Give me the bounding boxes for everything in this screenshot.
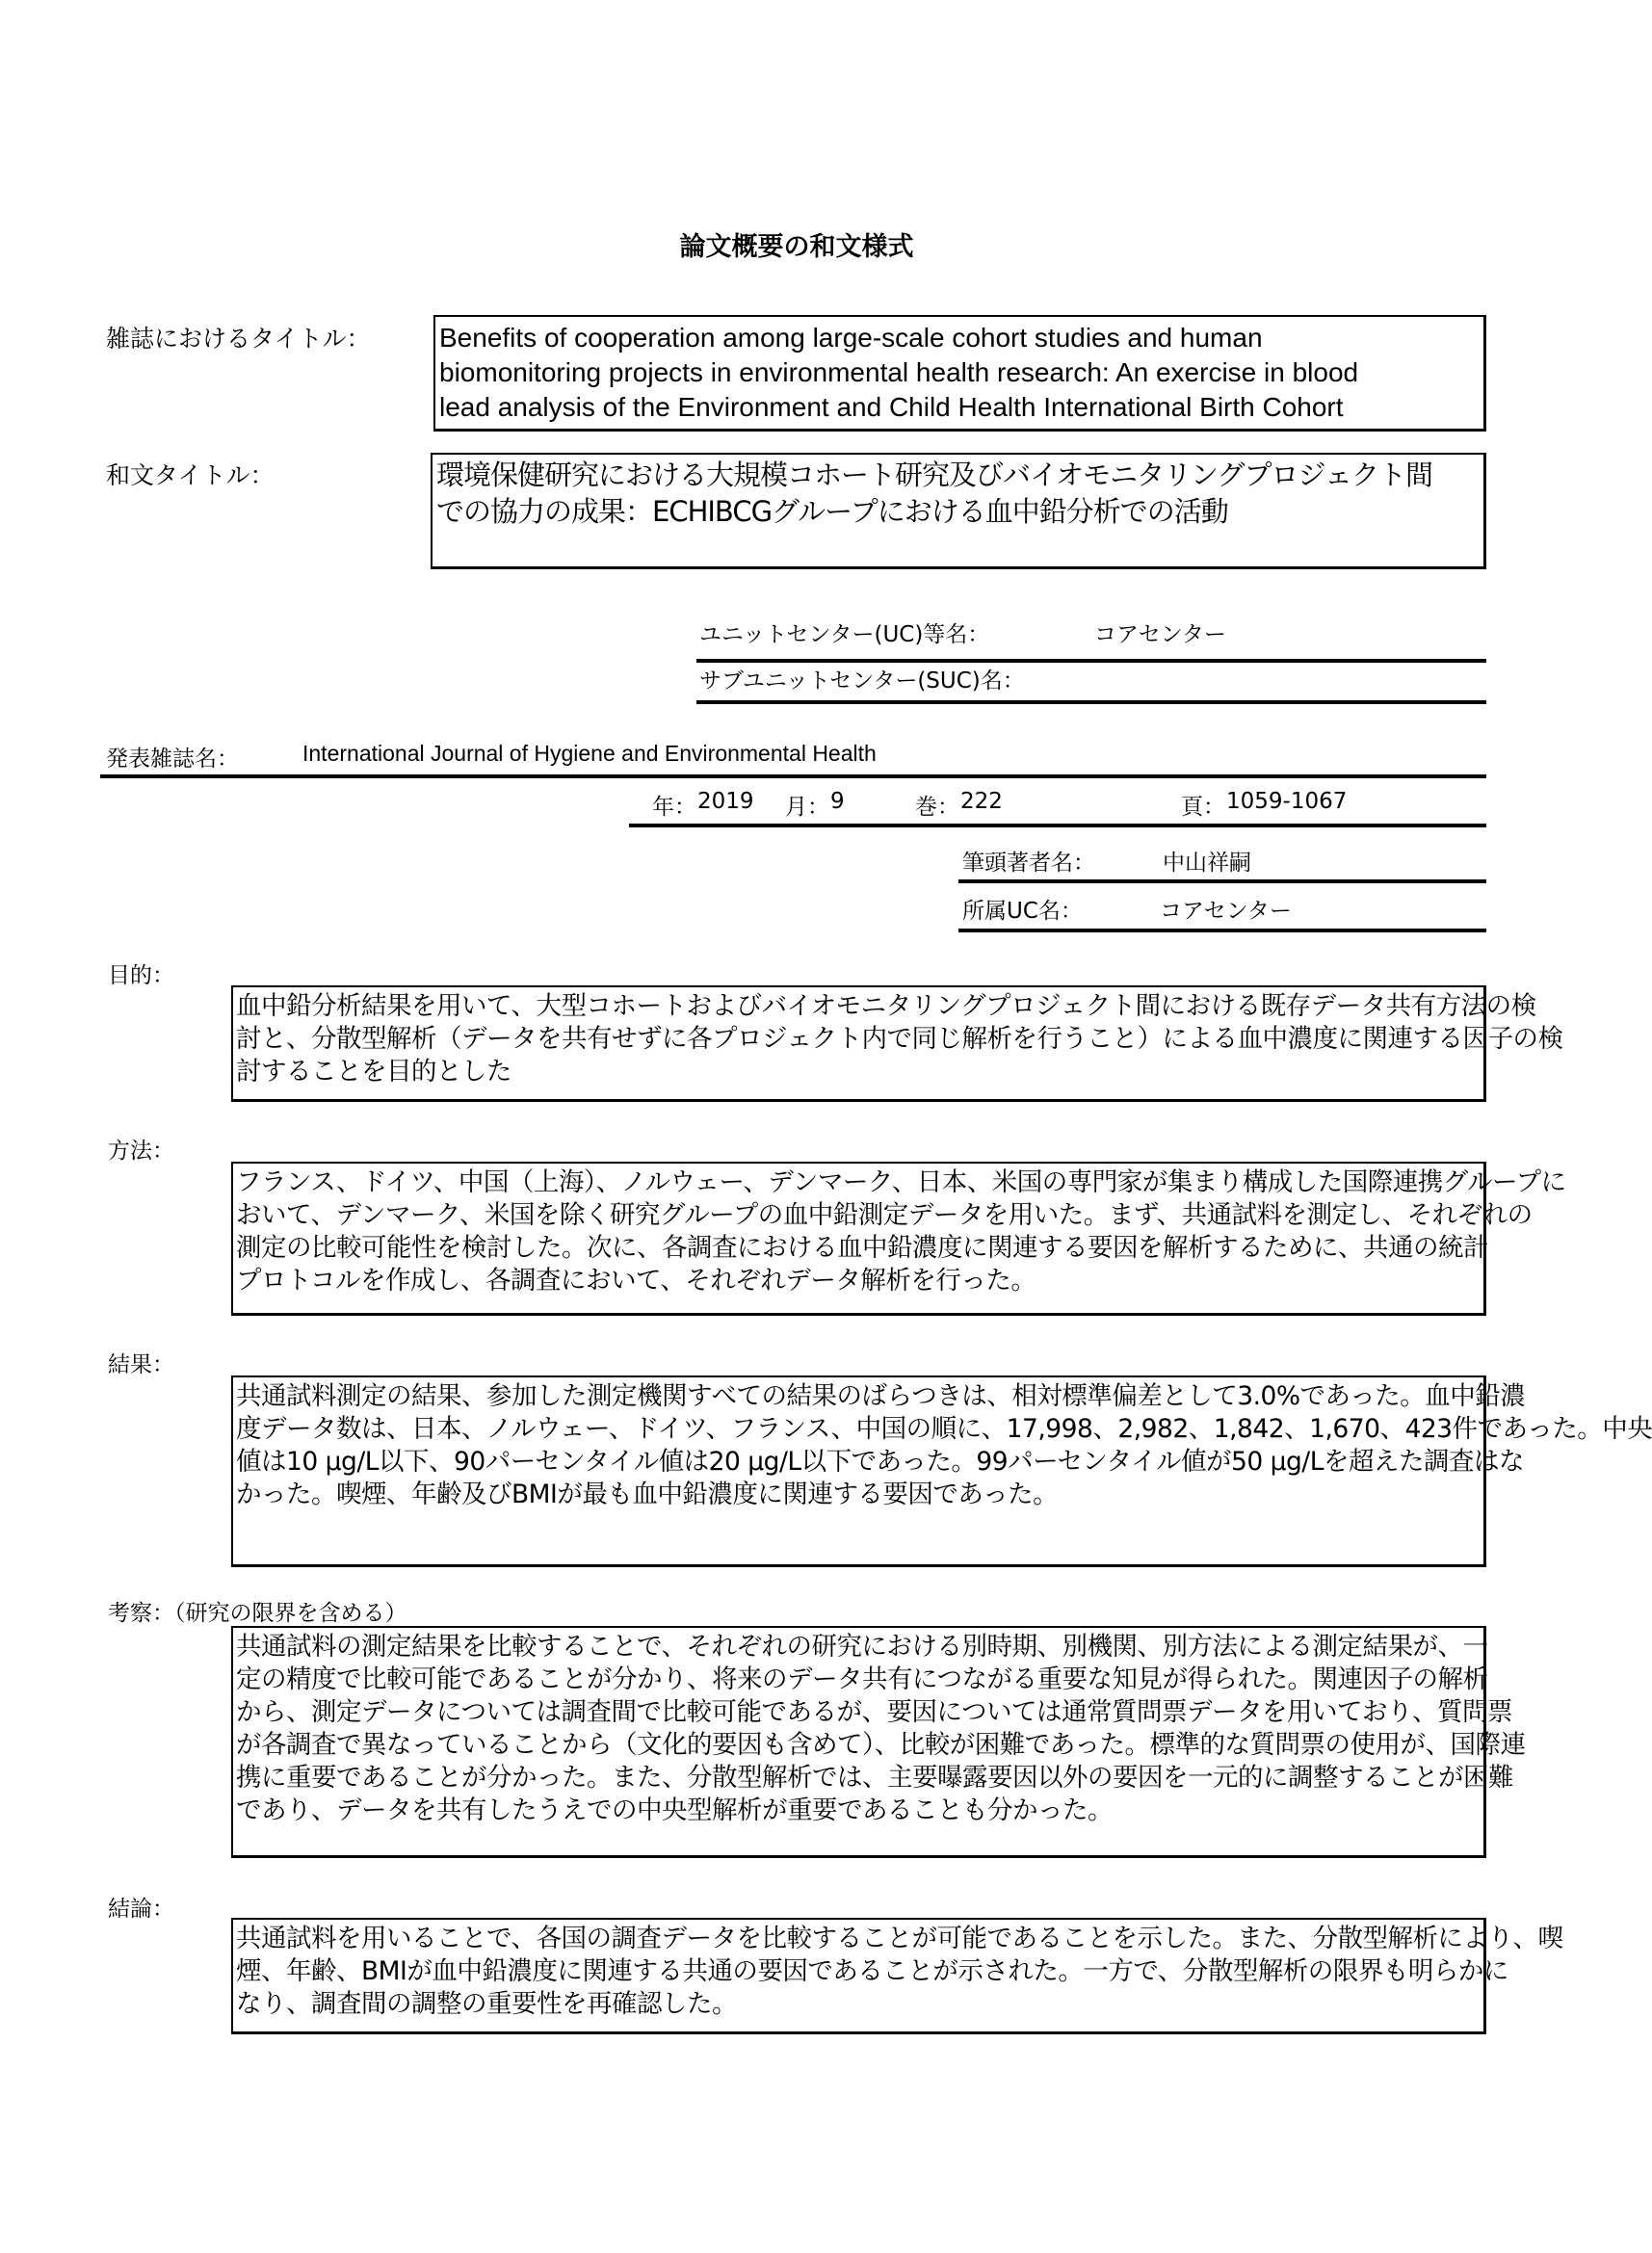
year-label: 年： xyxy=(652,795,696,820)
month-label: 月： xyxy=(785,795,829,820)
journal-title-label: 雑誌におけるタイトル： xyxy=(106,325,371,353)
purpose-label: 目的： xyxy=(108,963,174,988)
methods-line: プロトコルを作成し、各調査において、それぞれデータ解析を行った。 xyxy=(236,1266,1036,1296)
conclusion-line: なり、調査間の調整の重要性を再確認した。 xyxy=(236,1989,737,2019)
methods-line: おいて、デンマーク、米国を除く研究グループの血中鉛測定データを用いた。まず、共通試料を測定し、それぞれの xyxy=(236,1200,1533,1230)
affiliation-label: 所属UC名： xyxy=(962,899,1083,924)
japanese-title-box xyxy=(431,453,1486,569)
divider xyxy=(629,824,1486,827)
purpose-box xyxy=(231,985,1563,1102)
results-line: 共通試料測定の結果、参加した測定機関すべての結果のばらつきは、相対標準偏差として3.0%であった。血中鉛濃 xyxy=(236,1381,1526,1411)
conclusion-line: 煙、年齢、BMIが血中鉛濃度に関連する共通の要因であることが示された。一方で、分散型解析の限界も明らかに xyxy=(236,1956,1508,1986)
first-author-label: 筆頭著者名： xyxy=(962,851,1095,876)
year-value: 2019 xyxy=(697,789,754,814)
methods-label: 方法： xyxy=(108,1139,174,1164)
discussion-line: 携に重要であることが分かった。また、分散型解析では、主要曝露要因以外の要因を一元的に調整することが困難 xyxy=(236,1763,1513,1793)
discussion-line: 共通試料の測定結果を比較することで、それぞれの研究における別時期、別機関、別方法による測定結果が、一 xyxy=(236,1632,1488,1662)
journal-label: 発表雑誌名： xyxy=(106,747,239,772)
results-box xyxy=(231,1375,1652,1567)
discussion-line: であり、データを共有したうえでの中央型解析が重要であることも分かった。 xyxy=(236,1795,1113,1825)
discussion-line: から、測定データについては調査間で比較可能であるが、要因については通常質問票データを用いており、質問票 xyxy=(236,1697,1512,1727)
results-line: 値は10 μg/L以下、90パーセンタイル値は20 μg/L以下であった。99パーセンタイル値が50 μg/Lを超えた調査はな xyxy=(236,1447,1524,1477)
discussion-line: 定の精度で比較可能であることが分かり、将来のデータ共有につながる重要な知見が得られた。関連因子の解析 xyxy=(236,1664,1488,1694)
methods-line: フランス、ドイツ、中国（上海）、ノルウェー、デンマーク、日本、米国の専門家が集まり構成した国際連携グループに xyxy=(236,1167,1566,1197)
journal-title-line: lead analysis of the Environment and Child Health International Birth Cohort xyxy=(439,392,1344,422)
conclusion-line: 共通試料を用いることで、各国の調査データを比較することが可能であることを示した。また、分散型解析により、喫 xyxy=(236,1924,1563,1953)
results-line: 度データ数は、日本、ノルウェー、ドイツ、フランス、中国の順に、17,998、2,982、1,842、1,670、423件であった。中央 xyxy=(236,1414,1652,1444)
volume-label: 巻： xyxy=(915,795,959,820)
month-value: 9 xyxy=(830,789,845,814)
japanese-title-line: での協力の成果：ECHIBCGグループにおける血中鉛分析での活動 xyxy=(436,495,1228,528)
uc-label: ユニットセンター(UC)等名： xyxy=(699,622,990,647)
conclusion-box xyxy=(231,1918,1563,2034)
conclusion-label: 結論： xyxy=(108,1897,174,1922)
journal-title-box xyxy=(433,315,1486,432)
divider xyxy=(100,774,1486,778)
japanese-title-line: 環境保健研究における大規模コホート研究及びバイオモニタリングプロジェクト間 xyxy=(436,458,1432,491)
pages-label: 頁： xyxy=(1181,795,1225,820)
divider xyxy=(958,879,1486,883)
methods-box xyxy=(231,1162,1566,1316)
purpose-line: 討と、分散型解析（データを共有せずに各プロジェクト内で同じ解析を行うこと）による血中濃度に関連する因子の検 xyxy=(236,1024,1563,1054)
results-line: かった。喫煙、年齢及びBMIが最も血中鉛濃度に関連する要因であった。 xyxy=(236,1480,1059,1509)
discussion-box xyxy=(231,1626,1526,1858)
discussion-label: 考察：（研究の限界を含める） xyxy=(108,1601,407,1626)
suc-label: サブユニットセンター(SUC)名： xyxy=(699,668,1025,694)
journal-name: International Journal of Hygiene and Environmental Health xyxy=(302,741,877,766)
purpose-line: 討することを目的とした xyxy=(236,1057,511,1087)
affiliation-value: コアセンター xyxy=(1160,899,1292,924)
pages-value: 1059-1067 xyxy=(1226,789,1348,814)
results-label: 結果： xyxy=(108,1352,174,1377)
uc-value: コアセンター xyxy=(1094,622,1226,647)
discussion-line: が各調査で異なっていることから（文化的要因も含めて）、比較が困難であった。標準的な質問票の使用が、国際連 xyxy=(236,1730,1526,1760)
journal-title-line: biomonitoring projects in environmental health research: An exercise in blood xyxy=(439,357,1359,387)
divider xyxy=(696,700,1486,704)
journal-title-line: Benefits of cooperation among large-scale cohort studies and human xyxy=(439,323,1263,353)
divider xyxy=(958,929,1486,932)
purpose-line: 血中鉛分析結果を用いて、大型コホートおよびバイオモニタリングプロジェクト間における既存データ共有方法の検 xyxy=(236,991,1536,1021)
page-title: 論文概要の和文様式 xyxy=(679,232,914,262)
methods-line: 測定の比較可能性を検討した。次に、各調査における血中鉛濃度に関連する要因を解析するために、共通の統計 xyxy=(236,1233,1488,1263)
first-author-value: 中山祥嗣 xyxy=(1163,851,1251,876)
volume-value: 222 xyxy=(960,789,1003,814)
japanese-title-label: 和文タイトル： xyxy=(106,461,275,489)
